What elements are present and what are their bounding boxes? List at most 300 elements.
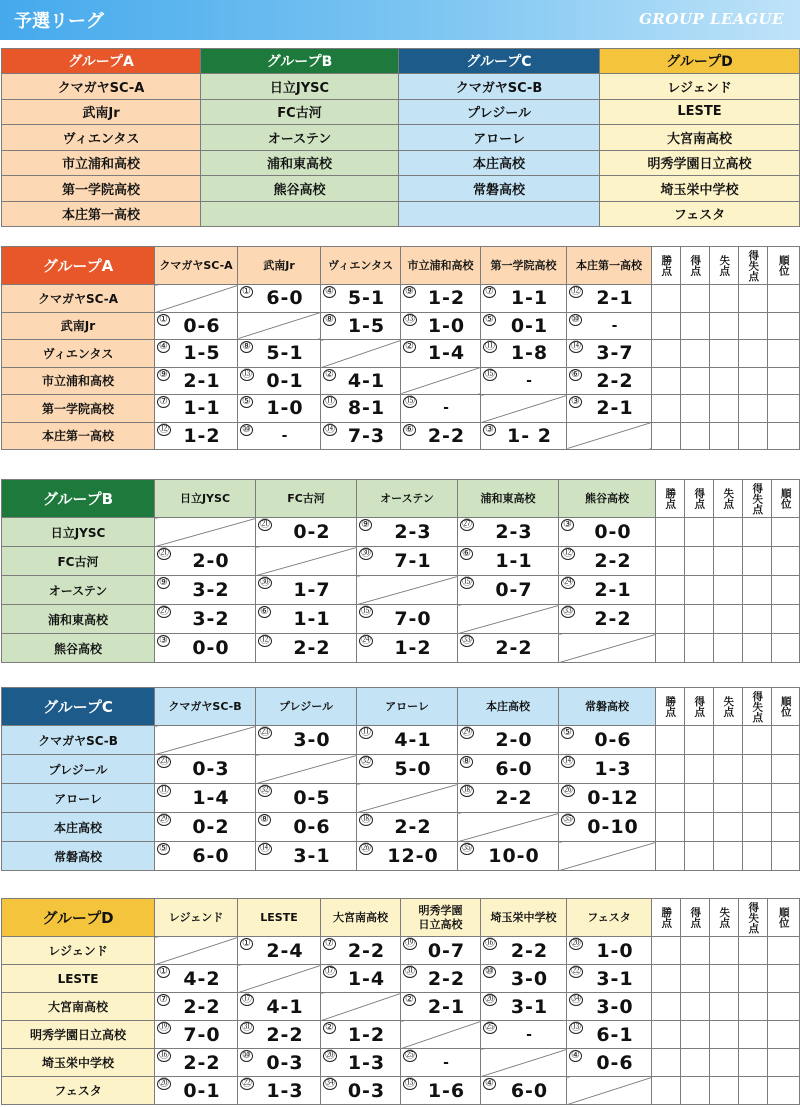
- match-result-cell: [567, 395, 652, 423]
- stat-cell: [768, 1049, 800, 1077]
- match-score: 1-1: [495, 550, 533, 572]
- opponent-header: 第一学院高校: [481, 247, 567, 285]
- match-result-cell: [401, 1077, 481, 1105]
- match-result-cell: [559, 547, 656, 576]
- stat-cell: [772, 634, 800, 663]
- match-number: ㉚: [361, 548, 371, 559]
- match-score: 0-5: [293, 787, 331, 809]
- match-header-row: [2, 247, 800, 285]
- match-result-cell: [458, 634, 559, 663]
- match-result-cell: [321, 395, 401, 423]
- match-result-cell: [238, 367, 321, 395]
- match-number: ③: [159, 635, 168, 646]
- match-result-cell: [481, 285, 567, 313]
- self-match-cell: [155, 726, 256, 755]
- stat-header: 得点: [685, 688, 714, 726]
- match-number: ⑳: [325, 1050, 335, 1061]
- match-row: [2, 813, 800, 842]
- stat-cell: [652, 1077, 681, 1105]
- match-number: ⑪: [485, 341, 495, 352]
- match-number: ㉙: [159, 814, 169, 825]
- overview-team-cell: アローレ: [399, 125, 600, 151]
- match-header-row: [2, 480, 800, 518]
- match-number: ㉟: [563, 814, 573, 825]
- match-number: ⑬: [405, 1078, 415, 1089]
- match-number: ②: [325, 368, 334, 380]
- match-result-cell: [155, 842, 256, 871]
- match-number: ③: [485, 423, 494, 435]
- match-header-row: [2, 899, 800, 937]
- stat-cell: [739, 937, 768, 965]
- match-row: [2, 605, 800, 634]
- match-result-cell: [321, 1021, 401, 1049]
- stat-cell: [768, 285, 800, 313]
- match-result-cell: [155, 340, 238, 368]
- match-result-cell: [155, 367, 238, 395]
- match-result-cell: [238, 1021, 321, 1049]
- self-match-cell: [458, 813, 559, 842]
- match-score: 1-7: [293, 579, 331, 601]
- match-number: ③: [563, 519, 572, 530]
- match-result-cell: [321, 1077, 401, 1105]
- stat-cell: [739, 1021, 768, 1049]
- stat-cell: [652, 1049, 681, 1077]
- match-result-cell: [567, 1021, 652, 1049]
- match-result-cell: [567, 937, 652, 965]
- stat-cell: [681, 1021, 710, 1049]
- stat-cell: [681, 1049, 710, 1077]
- match-number: ⑬: [571, 1022, 581, 1033]
- stat-cell: [710, 422, 739, 450]
- self-match-cell: [256, 755, 357, 784]
- match-result-cell: [256, 634, 357, 663]
- match-number: ⑫: [260, 635, 270, 646]
- match-row: [2, 1077, 800, 1105]
- match-result-cell: [401, 340, 481, 368]
- group-overview-table: [1, 48, 800, 227]
- match-result-cell: [401, 312, 481, 340]
- opponent-header: クマガヤSC-B: [155, 688, 256, 726]
- match-number: ㉛: [242, 1022, 252, 1033]
- overview-team-cell: クマガヤSC-B: [399, 74, 600, 100]
- match-score: 5-1: [266, 342, 304, 365]
- match-result-cell: [567, 285, 652, 313]
- stat-cell: [739, 422, 768, 450]
- opponent-header: クマガヤSC-A: [155, 247, 238, 285]
- match-result-cell: [458, 726, 559, 755]
- match-score: 1- 2: [507, 424, 552, 447]
- stat-cell: [652, 395, 681, 423]
- match-number: ⑭: [325, 423, 335, 435]
- overview-team-cell: オーステン: [201, 125, 399, 151]
- match-result-cell: [401, 422, 481, 450]
- match-result-cell: [401, 1049, 481, 1077]
- match-score: 0-6: [596, 1051, 634, 1074]
- match-number: ⑮: [462, 577, 472, 588]
- overview-team-cell: 武南Jr: [2, 99, 201, 125]
- match-score: 3-2: [192, 579, 230, 601]
- match-score: 3-0: [596, 995, 634, 1018]
- overview-row: [2, 150, 800, 176]
- opponent-header: ヴィエンタス: [321, 247, 401, 285]
- match-result-cell: [357, 755, 458, 784]
- match-number: ㉔: [361, 635, 371, 646]
- match-score: 0-7: [427, 939, 466, 962]
- stat-cell: [743, 813, 772, 842]
- stat-cell: [768, 367, 800, 395]
- match-number: ⑬: [242, 368, 252, 380]
- team-name: 浦和東高校: [2, 605, 155, 634]
- stat-header: 得失点: [743, 688, 772, 726]
- match-result-cell: [155, 755, 256, 784]
- match-score: 1-6: [427, 1079, 466, 1102]
- stat-cell: [768, 340, 800, 368]
- opponent-header: 埼玉栄中学校: [481, 899, 567, 937]
- match-number: ⑫: [563, 548, 573, 559]
- stat-cell: [714, 576, 743, 605]
- match-score: 1-5: [347, 314, 386, 337]
- match-number: ⑤: [563, 727, 572, 738]
- match-score: 1-0: [266, 397, 304, 420]
- match-score: 2-0: [495, 729, 533, 751]
- overview-team-cell: フェスタ: [600, 201, 800, 227]
- match-number: ①: [242, 286, 251, 297]
- stat-cell: [714, 755, 743, 784]
- opponent-header: 浦和東高校: [458, 480, 559, 518]
- stat-cell: [685, 576, 714, 605]
- self-match-cell: [401, 367, 481, 395]
- match-score: -: [526, 1026, 533, 1043]
- match-score: 1-0: [596, 939, 634, 962]
- match-result-cell: [155, 1077, 238, 1105]
- match-result-cell: [401, 993, 481, 1021]
- stat-cell: [743, 547, 772, 576]
- stat-cell: [714, 784, 743, 813]
- opponent-header: 武南Jr: [238, 247, 321, 285]
- match-result-cell: [321, 422, 401, 450]
- match-number: ㉔: [563, 577, 573, 588]
- match-number: ⑳: [485, 994, 495, 1005]
- self-match-cell: [321, 340, 401, 368]
- group-c-match-table: [1, 687, 800, 871]
- stat-cell: [656, 634, 685, 663]
- match-score: 0-0: [192, 637, 230, 659]
- match-number: ⑫: [159, 423, 169, 435]
- opponent-header: 常磐高校: [559, 688, 656, 726]
- match-result-cell: [155, 605, 256, 634]
- stat-cell: [685, 784, 714, 813]
- group-d-match-table: [1, 898, 800, 1105]
- stat-cell: [681, 1077, 710, 1105]
- stat-cell: [710, 285, 739, 313]
- opponent-header: プレジール: [256, 688, 357, 726]
- stat-cell: [739, 1049, 768, 1077]
- stat-cell: [710, 1021, 739, 1049]
- stat-cell: [772, 755, 800, 784]
- stat-header: 得失点: [739, 899, 768, 937]
- stat-cell: [681, 367, 710, 395]
- match-number: ㉓: [260, 727, 270, 738]
- stat-cell: [772, 547, 800, 576]
- opponent-header: LESTE: [238, 899, 321, 937]
- match-header-row: [2, 688, 800, 726]
- stat-cell: [772, 726, 800, 755]
- match-result-cell: [155, 813, 256, 842]
- match-number: ⑮: [485, 368, 495, 380]
- match-score: 2-2: [510, 939, 549, 962]
- match-score: 2-2: [596, 369, 634, 392]
- stat-header: 順位: [768, 247, 800, 285]
- stat-cell: [685, 634, 714, 663]
- team-name: アローレ: [2, 784, 155, 813]
- match-number: ⑤: [242, 396, 251, 407]
- overview-row: [2, 125, 800, 151]
- match-number: ④: [485, 1078, 494, 1089]
- match-number: ㉙: [462, 727, 472, 738]
- match-score: 0-1: [510, 314, 549, 337]
- stat-cell: [681, 285, 710, 313]
- opponent-header: レジェンド: [155, 899, 238, 937]
- match-result-cell: [155, 784, 256, 813]
- overview-team-cell: レジェンド: [600, 74, 800, 100]
- match-number: ⑥: [571, 368, 580, 380]
- stat-cell: [743, 605, 772, 634]
- match-number: ②: [325, 1022, 334, 1033]
- match-number: ④: [159, 341, 168, 352]
- match-number: ⑥: [260, 606, 269, 617]
- opponent-header: フェスタ: [567, 899, 652, 937]
- stat-cell: [714, 634, 743, 663]
- match-result-cell: [559, 605, 656, 634]
- match-number: ⑩: [485, 966, 494, 977]
- stat-cell: [652, 1021, 681, 1049]
- match-result-cell: [458, 784, 559, 813]
- match-number: ㉗: [159, 606, 169, 617]
- match-result-cell: [458, 576, 559, 605]
- match-score: 2-3: [495, 521, 533, 543]
- match-row: [2, 726, 800, 755]
- overview-team-cell: [201, 201, 399, 227]
- overview-row: [2, 74, 800, 100]
- match-number: ㉚: [260, 577, 270, 588]
- match-score: 1-2: [427, 287, 466, 310]
- match-score: 1-1: [293, 608, 331, 630]
- stat-cell: [768, 1021, 800, 1049]
- match-number: ㉒: [571, 966, 581, 977]
- stat-header: 順位: [772, 688, 800, 726]
- match-number: ⑭: [260, 843, 270, 854]
- stat-cell: [743, 518, 772, 547]
- match-result-cell: [567, 340, 652, 368]
- overview-group-d-label: グループD: [600, 49, 800, 74]
- match-result-cell: [256, 813, 357, 842]
- overview-team-cell: 本庄第一高校: [2, 201, 201, 227]
- match-row: [2, 937, 800, 965]
- match-score: 7-1: [394, 550, 432, 572]
- stat-cell: [772, 605, 800, 634]
- match-number: ⑨: [159, 577, 168, 588]
- opponent-header: 大宮南高校: [321, 899, 401, 937]
- match-number: ㉛: [405, 966, 415, 977]
- match-result-cell: [321, 367, 401, 395]
- self-match-cell: [481, 395, 567, 423]
- match-score: 2-1: [183, 369, 221, 392]
- match-row: [2, 1049, 800, 1077]
- match-result-cell: [481, 937, 567, 965]
- opponent-header: 明秀学園 日立高校: [401, 899, 481, 937]
- match-score: 0-3: [347, 1079, 386, 1102]
- team-name: 武南Jr: [2, 312, 155, 340]
- match-result-cell: [256, 784, 357, 813]
- match-row: [2, 993, 800, 1021]
- match-score: 4-1: [266, 995, 304, 1018]
- match-result-cell: [321, 285, 401, 313]
- stat-cell: [685, 813, 714, 842]
- match-result-cell: [238, 937, 321, 965]
- match-number: ㉗: [462, 519, 472, 530]
- match-score: 0-6: [183, 314, 221, 337]
- match-result-cell: [567, 312, 652, 340]
- match-number: ㉑: [159, 548, 169, 559]
- match-result-cell: [401, 395, 481, 423]
- match-score: 1-5: [183, 342, 221, 365]
- match-score: 3-2: [192, 608, 230, 630]
- match-result-cell: [481, 1077, 567, 1105]
- match-result-cell: [559, 518, 656, 547]
- match-number: ⑭: [571, 341, 581, 352]
- match-result-cell: [256, 842, 357, 871]
- overview-row: [2, 201, 800, 227]
- stat-cell: [714, 813, 743, 842]
- match-number: ⑳: [159, 1078, 169, 1089]
- stat-cell: [739, 1077, 768, 1105]
- stat-cell: [768, 993, 800, 1021]
- match-row: [2, 784, 800, 813]
- stat-cell: [768, 395, 800, 423]
- match-result-cell: [155, 1049, 238, 1077]
- stat-cell: [714, 842, 743, 871]
- match-score: 2-2: [427, 424, 466, 447]
- match-score: 2-2: [347, 939, 386, 962]
- match-result-cell: [155, 576, 256, 605]
- stat-cell: [681, 937, 710, 965]
- match-result-cell: [238, 1049, 321, 1077]
- stat-cell: [739, 993, 768, 1021]
- match-result-cell: [559, 726, 656, 755]
- match-score: -: [526, 372, 533, 389]
- stat-cell: [685, 547, 714, 576]
- match-number: ㉕: [405, 1050, 415, 1061]
- stat-cell: [743, 755, 772, 784]
- match-number: ⑧: [325, 313, 334, 325]
- match-score: 7-0: [394, 608, 432, 630]
- match-result-cell: [155, 547, 256, 576]
- team-name: 第一学院高校: [2, 395, 155, 423]
- match-result-cell: [481, 422, 567, 450]
- match-result-cell: [238, 285, 321, 313]
- stat-cell: [739, 340, 768, 368]
- match-score: 1-2: [183, 424, 221, 447]
- stat-cell: [656, 755, 685, 784]
- stat-cell: [743, 842, 772, 871]
- team-name: レジェンド: [2, 937, 155, 965]
- match-number: ⑦: [325, 938, 334, 949]
- stat-cell: [685, 755, 714, 784]
- stat-cell: [681, 965, 710, 993]
- team-name: LESTE: [2, 965, 155, 993]
- match-number: ⑯: [485, 938, 495, 949]
- match-score: 4-2: [183, 967, 221, 990]
- overview-team-cell: FC古河: [201, 99, 399, 125]
- overview-team-cell: 大宮南高校: [600, 125, 800, 151]
- match-result-cell: [256, 518, 357, 547]
- stat-cell: [772, 784, 800, 813]
- stat-cell: [743, 726, 772, 755]
- self-match-cell: [155, 518, 256, 547]
- match-score: 4-1: [347, 369, 386, 392]
- match-score: 6-1: [596, 1023, 634, 1046]
- stat-cell: [656, 605, 685, 634]
- match-score: 0-6: [293, 816, 331, 838]
- self-match-cell: [559, 634, 656, 663]
- match-number: ⑤: [485, 313, 494, 325]
- stat-cell: [685, 518, 714, 547]
- team-name: 日立JYSC: [2, 518, 155, 547]
- overview-team-cell: 市立浦和高校: [2, 150, 201, 176]
- stat-cell: [652, 367, 681, 395]
- match-score: 0-10: [587, 816, 639, 838]
- stat-cell: [656, 518, 685, 547]
- overview-team-cell: 常磐高校: [399, 176, 600, 202]
- opponent-header: 本庄高校: [458, 688, 559, 726]
- stat-cell: [685, 605, 714, 634]
- match-score: 7-3: [347, 424, 386, 447]
- match-score: 2-1: [427, 995, 466, 1018]
- stat-cell: [772, 576, 800, 605]
- match-score: 1-3: [266, 1079, 304, 1102]
- match-score: 1-2: [347, 1023, 386, 1046]
- match-score: 3-0: [510, 967, 549, 990]
- match-score: 0-7: [495, 579, 533, 601]
- overview-group-b-label: グループB: [201, 49, 399, 74]
- match-number: ⑧: [260, 814, 269, 825]
- match-result-cell: [155, 965, 238, 993]
- match-score: 0-2: [192, 816, 230, 838]
- stat-header: 得点: [681, 247, 710, 285]
- match-number: ㉟: [462, 843, 472, 854]
- match-result-cell: [155, 993, 238, 1021]
- match-result-cell: [155, 1021, 238, 1049]
- match-number: ㉜: [361, 756, 371, 767]
- stat-cell: [652, 422, 681, 450]
- match-score: -: [281, 427, 289, 444]
- match-score: 3-0: [293, 729, 331, 751]
- match-result-cell: [256, 576, 357, 605]
- stat-cell: [739, 367, 768, 395]
- match-result-cell: [559, 784, 656, 813]
- match-score: 12-0: [387, 845, 439, 867]
- match-score: 0-3: [192, 758, 230, 780]
- match-score: 2-2: [427, 967, 466, 990]
- match-number: ⑩: [242, 1050, 251, 1061]
- group-label: グループD: [2, 899, 155, 937]
- match-score: 1-1: [183, 397, 221, 420]
- overview-team-cell: 日立JYSC: [201, 74, 399, 100]
- self-match-cell: [238, 312, 321, 340]
- page-subtitle: GROUP LEAGUE: [639, 10, 784, 28]
- match-score: 6-0: [495, 758, 533, 780]
- match-number: ⑦: [485, 286, 494, 297]
